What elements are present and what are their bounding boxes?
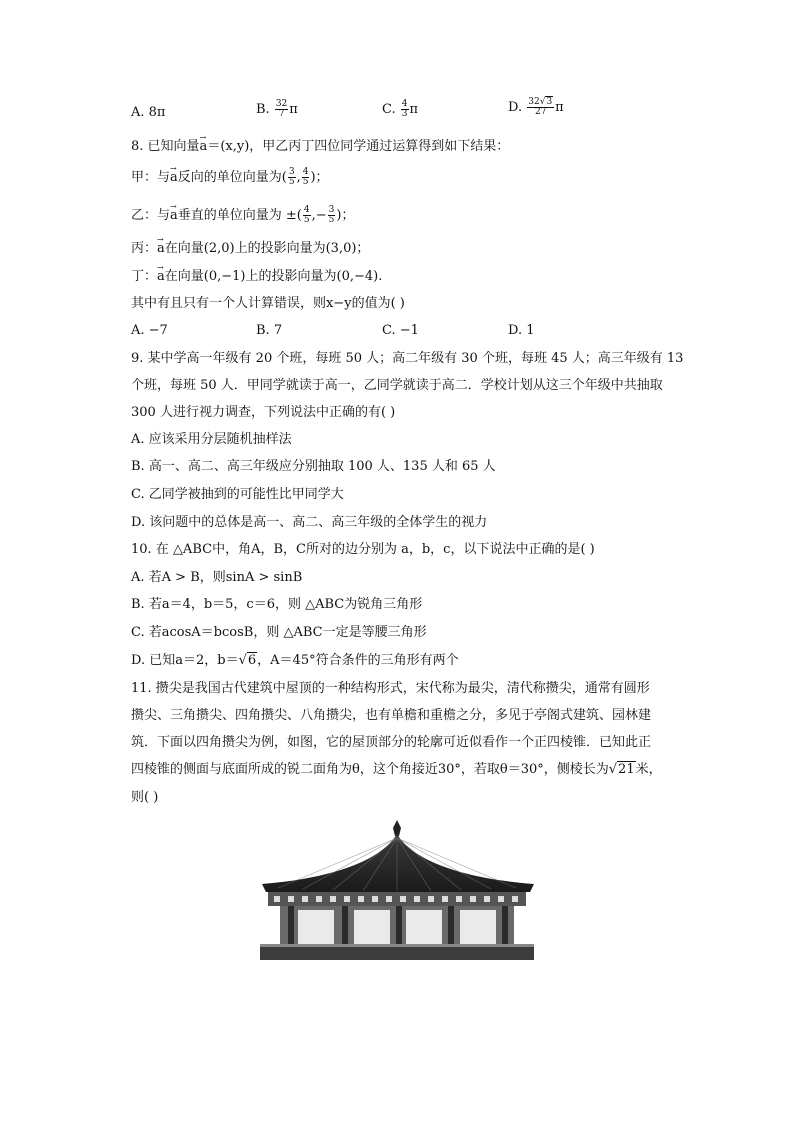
q7-option-d <box>508 98 564 117</box>
q11-stem-line-3: 筑．下面以四角攒尖为例，如图，它的屋顶部分的轮廓可近似看作一个正四棱锥．已知此正 <box>131 735 652 750</box>
q10-stem: 10. 在 △ABC中，角A，B，C所对的边分别为 a，b，c，以下说法中正确的是( ) <box>131 542 595 557</box>
q11-stem-line-1: 11. 攒尖是我国古代建筑中屋顶的一种结构形式，宋代称为最尖，清代称攒尖，通常有圆形 <box>131 681 650 696</box>
q8-question: 其中有且只有一个人计算错误，则x−y的值为( ) <box>131 296 405 311</box>
q8-bing: 丙：→ a在向量(2,0)上的投影向量为(3,0)； <box>131 240 369 258</box>
q7-option-b-pi: π <box>289 102 298 117</box>
q9-stem-line-2: 个班，每班 50 人．甲同学就读于高一，乙同学就读于高二．学校计划从这三个年级中共抽取 <box>131 378 663 393</box>
q8-yi: 乙：与→ a垂直的单位向量为 ±( $\frac{4}{5}$ ,− $\frac{3}{5}$ )； <box>131 206 354 225</box>
q9-stem-line-1: 9. 某中学高一年级有 20 个班，每班 50 人；高二年级有 30 个班，每班 45 人；高三年级有 13 <box>131 351 684 366</box>
q11-stem-line-4: 四棱锥的侧面与底面所成的锐二面角为θ，这个角接近30°，若取θ＝30°，侧棱长为√21米， <box>131 762 662 777</box>
q8-ding: 丁：→ a在向量(0,−1)上的投影向量为(0,−4). <box>131 268 382 286</box>
q10-option-d: D. 已知a＝2，b＝√6，A＝45°符合条件的三角形有两个 <box>131 653 459 668</box>
q7-option-c-pi: π <box>409 102 419 117</box>
q10-option-b: B. 若a＝4，b＝5，c＝6，则 △ABC为锐角三角形 <box>131 597 423 612</box>
q7-option-d-fraction: $\frac{32√3}{27}$ <box>528 97 553 117</box>
pavilion-photo <box>258 818 536 960</box>
q11-stem-line-2: 攒尖、三角攒尖、四角攒尖、八角攒尖，也有单檐和重檐之分，多见于亭阁式建筑、园林建 <box>131 708 652 723</box>
q7-option-d-pi: π <box>555 100 564 115</box>
q8-stem: 8. 已知向量→ a＝(x,y)，甲乙丙丁四位同学通过运算得到如下结果： <box>131 138 509 156</box>
q7-option-d-label: D. <box>508 100 523 115</box>
q10-option-a: A. 若A > B，则sinA > sinB <box>131 570 303 585</box>
q9-option-c: C. 乙同学被抽到的可能性比甲同学大 <box>131 487 344 502</box>
q7-option-c-fraction: $\frac{4}{3}$ <box>401 99 408 119</box>
q9-option-d: D. 该问题中的总体是高一、高二、高三年级的全体学生的视力 <box>131 515 488 530</box>
q7-option-b <box>256 100 298 119</box>
q10-option-c: C. 若acosA＝bcosB，则 △ABC一定是等腰三角形 <box>131 625 427 640</box>
q9-stem-line-3: 300 人进行视力调查，下列说法中正确的有( ) <box>131 405 396 420</box>
q7-option-c-label: C. <box>382 102 396 117</box>
q8-option-c: C. −1 <box>382 323 419 338</box>
q9-option-b: B. 高一、高二、高三年级应分别抽取 100 人、135 人和 65 人 <box>131 459 496 474</box>
q7-option-b-fraction: $\frac{32}{7}$ <box>275 99 288 119</box>
q7-option-c <box>382 100 418 119</box>
q8-option-d: D. 1 <box>508 323 535 338</box>
q7-option-a: A. 8π <box>131 105 166 120</box>
q11-stem-line-5: 则( ) <box>131 790 159 805</box>
q8-option-a: A. −7 <box>131 323 168 338</box>
q8-jia: 甲：与→ a反向的单位向量为( $\frac{3}{5}$ , $\frac{4}{5}$ )； <box>131 168 329 187</box>
q9-option-a: A. 应该采用分层随机抽样法 <box>131 432 292 447</box>
q7-option-b-label: B. <box>256 102 270 117</box>
q8-option-b: B. 7 <box>256 323 283 338</box>
